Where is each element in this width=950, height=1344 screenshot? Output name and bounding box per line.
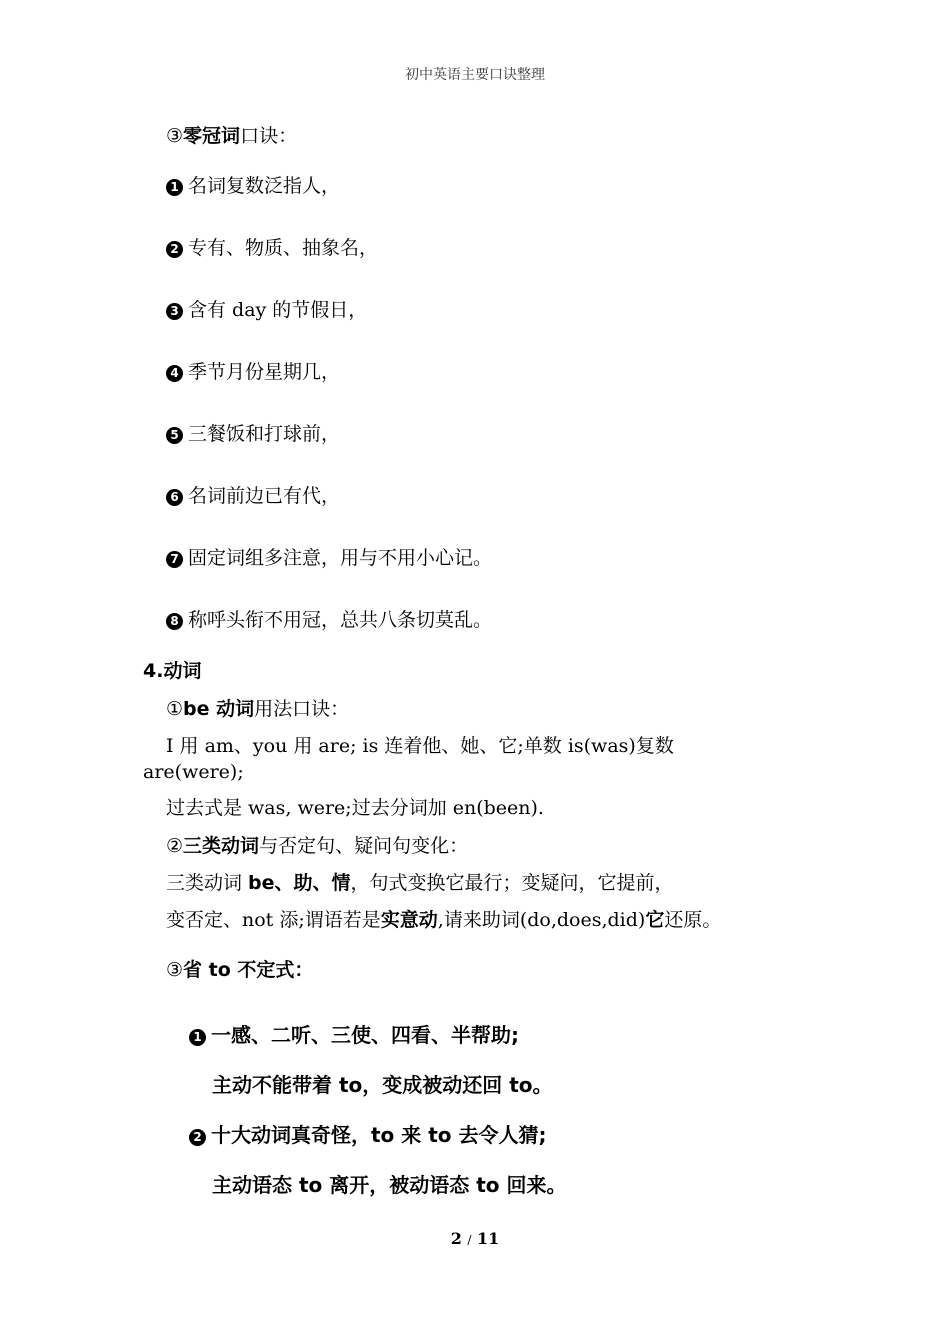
numbered-bullet-icon: 4 <box>166 365 183 382</box>
page-header: 初中英语主要口诀整理 <box>405 67 545 83</box>
paragraph-line: 三类动词 be、助、情，句式变换它最行；变疑问，它提前， <box>166 872 674 894</box>
page-number <box>0 1229 950 1248</box>
list-item-text: 季节月份星期几， <box>188 361 341 383</box>
numbered-bullet-icon: 8 <box>166 613 183 630</box>
numbered-bullet-icon: 2 <box>189 1129 206 1146</box>
list-item-text: 专有、物质、抽象名， <box>188 237 379 259</box>
list-item-text: 三餐饭和打球前， <box>188 423 341 445</box>
numbered-bullet-icon: 7 <box>166 551 183 568</box>
bold-term: be、助、情 <box>248 872 351 894</box>
list-item-text: 含有 day 的节假日， <box>188 299 368 321</box>
heading-label: 用法口诀： <box>254 698 350 720</box>
numbered-bullet-icon: 3 <box>166 303 183 320</box>
paragraph-line: are(were); <box>143 761 244 783</box>
omit-to-heading <box>166 958 313 982</box>
rhyme-item <box>189 1019 519 1048</box>
numbered-bullet-icon: 5 <box>166 427 183 444</box>
list-item-text: 固定词组多注意，用与不用小心记。 <box>188 547 493 569</box>
rhyme-line: 主动不能带着 to，变成被动还回 to。 <box>212 1073 553 1097</box>
heading-number: ① <box>166 698 184 720</box>
list-item <box>166 484 340 508</box>
numbered-bullet-icon: 1 <box>166 179 183 196</box>
list-item <box>166 422 340 446</box>
heading-bold-term: 三类动词 <box>183 835 260 857</box>
list-item <box>166 236 378 260</box>
heading-number: ③ <box>166 125 184 147</box>
section-title: 4.动词 <box>143 660 202 682</box>
paragraph-line: 变否定、not 添;谓语若是实意动,请来助词(do,does,did)它还原。 <box>166 909 722 931</box>
list-item <box>166 546 492 570</box>
heading-number: ③ <box>166 959 184 981</box>
numbered-bullet-icon: 1 <box>189 1029 206 1046</box>
zero-article-heading <box>166 124 297 148</box>
paragraph-line: 过去式是 was, were;过去分词加 en(been). <box>166 797 544 819</box>
heading-label: 省 to 不定式： <box>183 959 314 981</box>
heading-label: 与否定句、疑问句变化： <box>259 835 469 857</box>
numbered-bullet-icon: 2 <box>166 241 183 258</box>
bold-term: 实意动 <box>380 909 438 931</box>
rhyme-line: 主动语态 to 离开，被动语态 to 回来。 <box>212 1173 567 1197</box>
heading-bold-term: 零冠词 <box>183 125 241 147</box>
list-item <box>166 360 340 384</box>
list-item-text: 称呼头衔不用冠，总共八条切莫乱。 <box>188 609 493 631</box>
list-item-text: 名词前边已有代， <box>188 485 341 507</box>
numbered-bullet-icon: 6 <box>166 489 183 506</box>
be-verb-heading <box>166 697 349 721</box>
rhyme-line: 十大动词真奇怪，to 来 to 去令人猜; <box>211 1123 547 1147</box>
rhyme-item <box>189 1119 547 1148</box>
heading-bold-term: be 动词 <box>183 698 255 720</box>
three-verbs-heading <box>166 834 468 858</box>
heading-number: ② <box>166 835 184 857</box>
rhyme-line: 一感、二听、三使、四看、半帮助; <box>211 1023 519 1047</box>
heading-label: 口诀： <box>240 125 298 147</box>
paragraph-line: I 用 am、you 用 are; is 连着他、她、它;单数 is(was)复数 <box>166 735 674 757</box>
list-item <box>166 174 340 198</box>
total-pages: 11 <box>477 1229 500 1248</box>
page-separator: / <box>467 1233 472 1247</box>
bold-term: 它 <box>645 909 665 931</box>
current-page: 2 <box>450 1229 462 1248</box>
list-item <box>166 608 492 632</box>
list-item-text: 名词复数泛指人， <box>188 175 341 197</box>
list-item <box>166 298 367 322</box>
